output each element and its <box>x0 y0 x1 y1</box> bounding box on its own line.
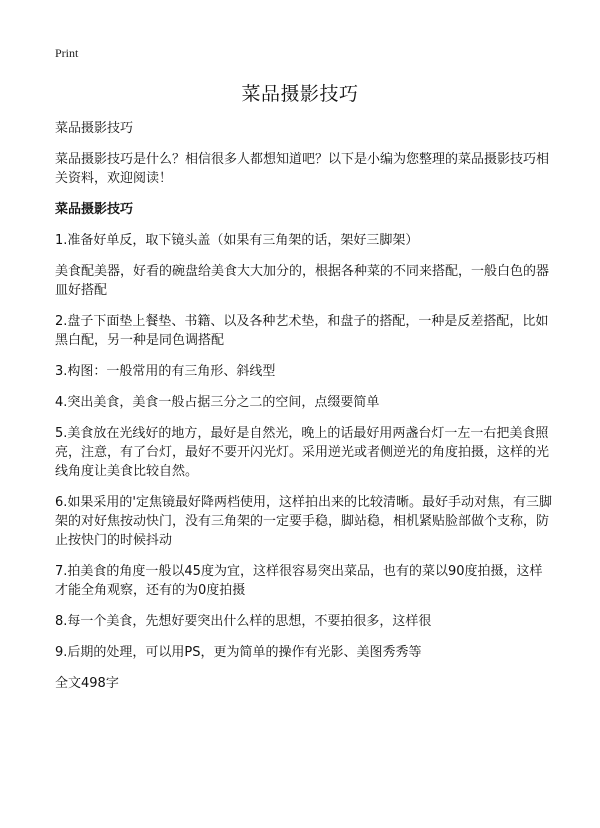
section-heading: 菜品摄影技巧 <box>55 202 134 217</box>
tip-item: 9.后期的处理，可以用PS，更为简单的操作有光影、美图秀秀等 <box>55 645 422 660</box>
tip-item: 美食配美器，好看的碗盘给美食大大加分的，根据各种菜的不同来搭配，一般白色的器皿好搭配 <box>55 264 550 298</box>
print-link[interactable]: Print <box>55 46 79 60</box>
tip-item: 4.突出美食，美食一般占据三分之二的空间，点缀要简单 <box>55 395 380 410</box>
tip-item: 3.构图：一般常用的有三角形、斜线型 <box>55 364 276 379</box>
tip-item: 5.美食放在光线好的地方，最好是自然光，晚上的话最好用两盏台灯一左一右把美食照亮，注意，有了台灯，最好不要开闪光灯。采用逆光或者侧逆光的角度拍摄，这样的光线角度让美食比较自然。 <box>55 426 550 479</box>
article-subtitle: 菜品摄影技巧 <box>55 121 134 136</box>
tip-item: 8.每一个美食，先想好要突出什么样的思想，不要拍很多，这样很 <box>55 614 432 629</box>
word-count: 全文498字 <box>55 676 119 691</box>
tip-item: 1.准备好单反，取下镜头盖（如果有三角架的话，架好三脚架） <box>55 233 419 248</box>
article-body <box>55 119 555 705</box>
page-title: 菜品摄影技巧 <box>241 83 359 105</box>
tip-item: 6.如果采用的'定焦镜最好降两档使用，这样拍出来的比较清晰。最好手动对焦，有三脚架的对好焦按动快门，没有三角架的一定要手稳，脚站稳，相机紧贴脸部做个支称，防止按快门的时候抖动 <box>55 495 552 548</box>
tips-list <box>55 231 555 662</box>
tip-item: 7.拍美食的角度一般以45度为宜，这样很容易突出菜品，也有的菜以90度拍摄，这样才能全角观察，还有的为0度拍摄 <box>55 564 543 598</box>
intro-paragraph: 菜品摄影技巧是什么？相信很多人都想知道吧？以下是小编为您整理的菜品摄影技巧相关资料，欢迎阅读！ <box>55 152 550 186</box>
tip-item: 2.盘子下面垫上餐垫、书籍、以及各种艺术垫，和盘子的搭配，一种是反差搭配，比如黑白配，另一种是同色调搭配 <box>55 314 549 348</box>
